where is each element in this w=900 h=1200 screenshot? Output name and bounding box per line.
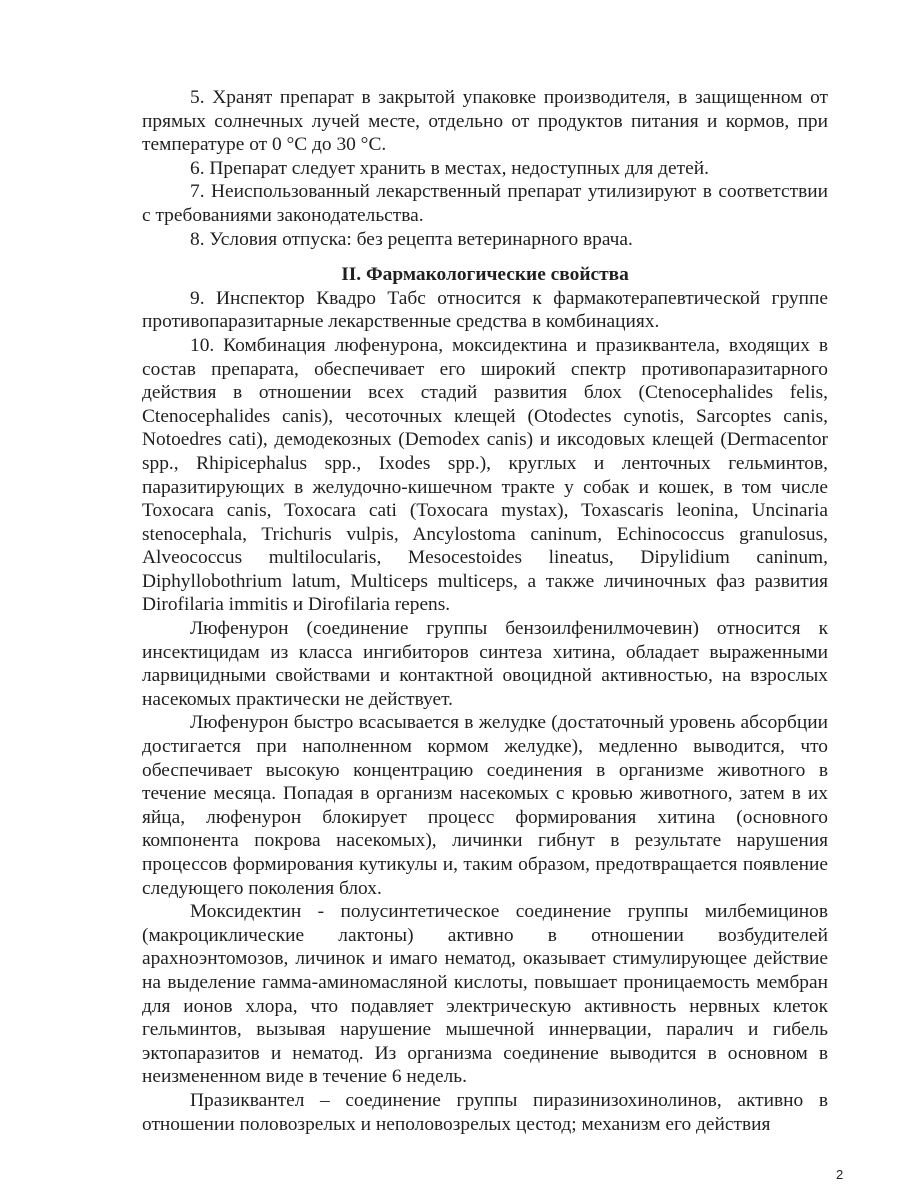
paragraph-pharmacotherapeutic-group: 9. Инспектор Квадро Табс относится к фармакотерапевтической группе противопаразитарные лекарственные средства в комбинациях.	[142, 287, 828, 333]
paragraph-praziquantel: Празиквантел – соединение группы пиразинизохинолинов, активно в отношении половозрелых и неполовозрелых цестод; механизм его действия	[142, 1089, 828, 1135]
paragraph-lufenuron-class: Люфенурон (соединение группы бензоилфенилмочевин) относится к инсектицидам из класса ингибиторов синтеза хитина, обладает выраженными ларвицидными свойствами и контактной овоцидной активностью, на взрослых насекомых практически не действует.	[142, 618, 828, 710]
page-number: 2	[836, 1167, 844, 1182]
paragraph-disposal: 7. Неиспользованный лекарственный препарат утилизируют в соответствии с требованиями законодательства.	[142, 181, 828, 226]
paragraph-spectrum-of-action: 10. Комбинация люфенурона, моксидектина и празиквантела, входящих в состав препарата, обеспечивает его широкий спектр противопаразитарного действия в отношении всех стадий развития блох (Ctenocephalides felis, Ctenocephalides canis), чесоточных клещей (Otodectes cynotis, Sarcoptes canis, Notoedres cati), демодекозных (Demodex canis) и иксодовых клещей (Dermacentor spp., Rhipicephalus spp., Ixodes spp.), круглых и ленточных гельминтов, паразитирующих в желудочно-кишечном тракте у собак и кошек, в том числе Toxocara canis, Toxocara cati (Toxocara mystax), Toxascaris leonina, Uncinaria stenocephala, Trichuris vulpis, Ancylostoma caninum, Echinococcus granulosus, Alveococcus multilocularis, Mesocestoides lineatus, Dipylidium caninum, Diphyllobothrium latum, Multiceps multiceps, а также личиночных фаз развития Dirofilaria immitis и Dirofilaria repens.	[142, 334, 828, 616]
paragraph-moxidectin: Моксидектин - полусинтетическое соединение группы милбемицинов (макроциклические лактоны) активно в отношении возбудителей арахноэнтомозов, личинок и имаго нематод, оказывает стимулирующее действие на выделение гамма-аминомасляной кислоты, повышает проницаемость мембран для ионов хлора, что подавляет электрическую активность нервных клеток гельминтов, вызывая нарушение мышечной иннервации, паралич и гибель эктопаразитов и нематод. Из организма соединение выводится в основном в неизмененном виде в течение 6 недель.	[142, 901, 828, 1088]
paragraph-storage-conditions: 5. Хранят препарат в закрытой упаковке производителя, в защищенном от прямых солнечных лучей месте, отдельно от продуктов питания и кормов, при температуре от 0 °С до 30 °С.	[142, 87, 828, 156]
paragraph-keep-from-children: 6. Препарат следует хранить в местах, недоступных для детей.	[190, 157, 709, 179]
section-heading: II. Фармакологические свойства	[341, 264, 629, 286]
document-page	[142, 86, 828, 1136]
paragraph-dispensing-conditions: 8. Условия отпуска: без рецепта ветеринарного врача.	[190, 228, 633, 250]
paragraph-lufenuron-action: Люфенурон быстро всасывается в желудке (достаточный уровень абсорбции достигается при наполненном кормом желудке), медленно выводится, что обеспечивает высокую концентрацию соединения в организме животного в течение месяца. Попадая в организм насекомых с кровью животного, затем в их яйца, люфенурон блокирует процесс формирования хитина (основного компонента покрова насекомых), личинки гибнут в результате нарушения процессов формирования кутикулы и, таким образом, предотвращается появление следующего поколения блох.	[142, 712, 828, 899]
